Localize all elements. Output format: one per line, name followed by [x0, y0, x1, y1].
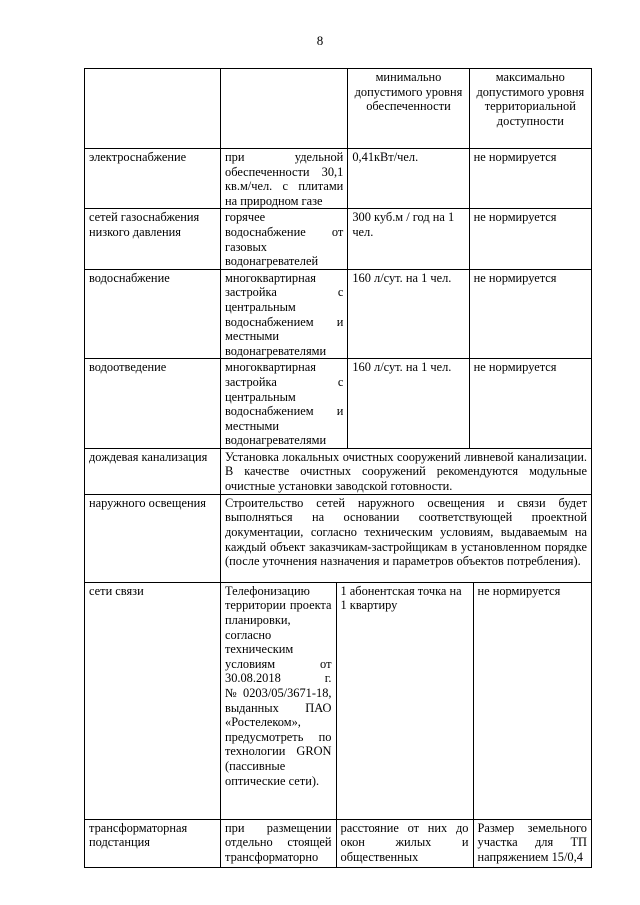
communications-subtable: [221, 583, 591, 819]
row-condition: многоквартирная застройка с центральным водоснабжением и местными водонагревателями: [221, 269, 348, 359]
table-row-outdoor-lighting: [85, 494, 592, 582]
row-name: сети связи: [85, 582, 221, 819]
row-name: водоснабжение: [85, 269, 221, 359]
header-cell-empty-2: [221, 69, 348, 149]
row-condition: Телефонизацию территории проекта планировки, согласно техническим условиям от 30.08.2018 г. №0203/05/3671-18, выданных ПАО «Ростелеком», предусмотреть по технологии GRON (пассивные оптические сети).: [221, 583, 336, 819]
row-condition: при размещении отдельно стоящей трансформаторно: [221, 820, 336, 867]
table-row-substation: [85, 819, 592, 867]
row-subcells: [221, 819, 592, 867]
row-min: 160 л/сут. на 1 чел.: [348, 269, 469, 359]
row-condition: горячее водоснабжение от газовых водонагревателей: [221, 209, 348, 269]
row-max: не нормируется: [469, 269, 591, 359]
table-row: [85, 149, 592, 209]
row-min: 0,41кВт/чел.: [348, 149, 469, 209]
page-number: 8: [316, 33, 324, 48]
row-name: трансформаторная подстанция: [85, 819, 221, 867]
row-name: водоотведение: [85, 359, 221, 449]
substation-subtable: [221, 820, 591, 867]
table-row-rain-sewer: [85, 448, 592, 494]
row-min: 160 л/сут. на 1 чел.: [348, 359, 469, 449]
row-max: не нормируется: [469, 209, 591, 269]
table-row: [85, 359, 592, 449]
row-min: расстояние от них до окон жилых и общественных: [336, 820, 473, 867]
header-min-level: минимально допустимого уровня обеспеченности: [348, 69, 469, 149]
row-condition: при удельной обеспеченности 30,1 кв.м/чел. с плитами на природном газе: [221, 149, 348, 209]
row-max: не нормируется: [477, 583, 561, 598]
row-min: 300 куб.м / год на 1 чел.: [348, 209, 469, 269]
utilities-norms-table: [84, 68, 592, 868]
row-max: не нормируется: [469, 359, 591, 449]
table-row: [85, 269, 592, 359]
header-cell-empty-1: [85, 69, 221, 149]
row-min: 1 абонентская точка на 1 квартиру: [336, 583, 473, 819]
row-name: дождевая канализация: [85, 448, 221, 494]
row-name: сетей газоснабжения низкого давления: [85, 209, 221, 269]
row-name: электроснабжение: [85, 149, 221, 209]
table-row-communications: [85, 582, 592, 819]
row-condition: многоквартирная застройка с центральным водоснабжением и местными водонагревателями: [221, 359, 348, 449]
row-merged-text: Строительство сетей наружного освещения и связи будет выполняться на основании соответствующей проектной документации, согласно техническим условиям, выдаваемым на каждый объект заказчикам-застройщикам в установленном порядке (после уточнения назначения и параметров объектов потребления).: [221, 494, 592, 582]
table-header-row: [85, 69, 592, 149]
row-subcells: [221, 582, 592, 819]
row-max: не нормируется: [469, 149, 591, 209]
table-row: [85, 209, 592, 269]
row-max: Размер земельного участка для ТП напряжением 15/0,4: [477, 820, 587, 865]
row-name: наружного освещения: [85, 494, 221, 582]
header-max-access: максимально допустимого уровня территориальной доступности: [469, 69, 591, 149]
row-merged-text: Установка локальных очистных сооружений ливневой канализации. В качестве очистных сооружений рекомендуются модульные очистные установки заводской готовности.: [221, 448, 592, 494]
